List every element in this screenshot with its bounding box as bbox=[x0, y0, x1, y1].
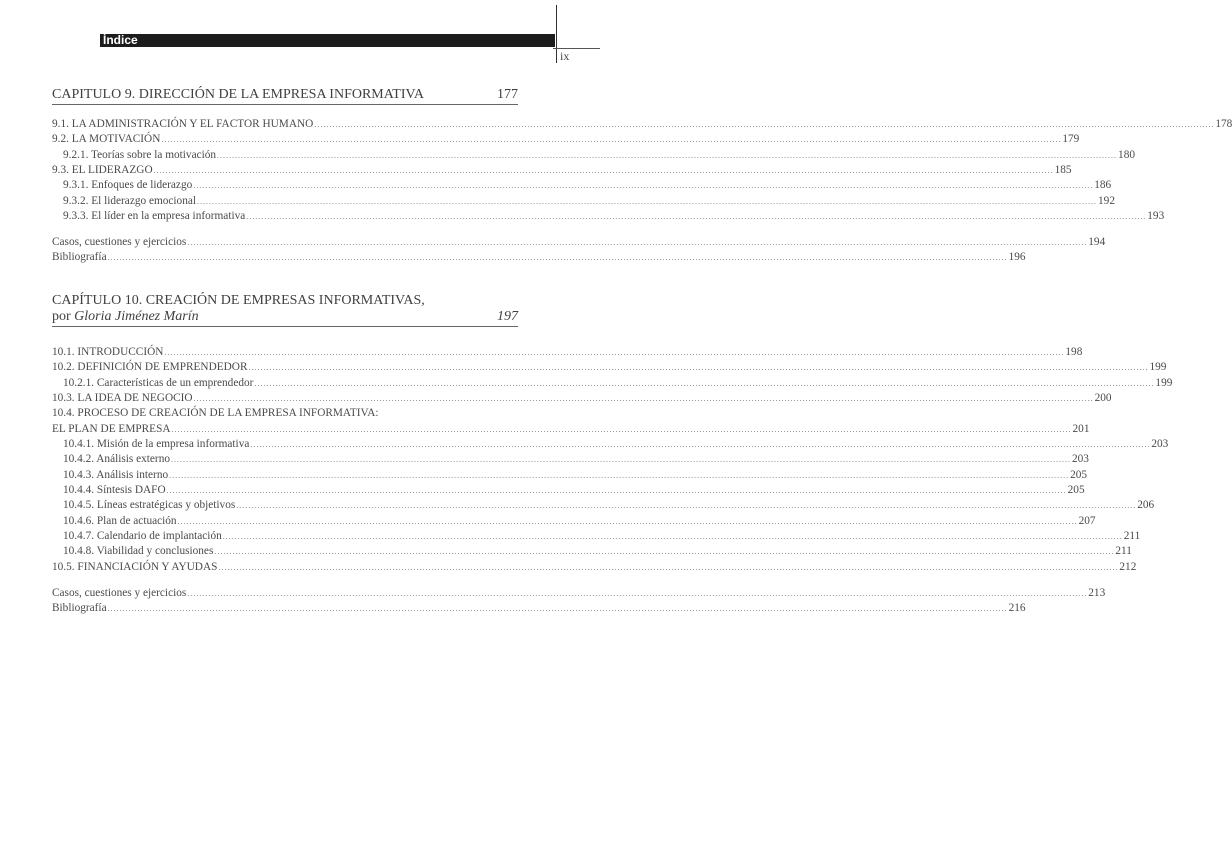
toc-entry bbox=[52, 132, 1080, 147]
toc-entry-page: 211 bbox=[1115, 545, 1132, 558]
toc-entry-label: 9.3.1. Enfoques de liderazgo bbox=[63, 179, 193, 192]
toc-entry-label: 10.4.8. Viabilidad y conclusiones bbox=[63, 545, 214, 558]
toc-entry-label: 10.4.5. Líneas estratégicas y objetivos bbox=[63, 499, 236, 512]
dot-leader: ............................................................................................................................................................................................................................................................................................................ bbox=[246, 212, 1147, 222]
toc-entry-label: 10.1. INTRODUCCIÓN bbox=[52, 346, 164, 358]
toc-entry-page: 199 bbox=[1149, 361, 1167, 374]
chapter-page: 197 bbox=[497, 309, 518, 324]
dot-leader: ............................................................................................................................................................................................................................................................................................................ bbox=[166, 486, 1067, 496]
toc-entry-page: 185 bbox=[1054, 164, 1072, 177]
toc-entry-page: 200 bbox=[1094, 392, 1112, 405]
toc-entry-label: 10.4.7. Calendario de implantación bbox=[63, 530, 222, 543]
toc-entry-label: 10.2. DEFINICIÓN DE EMPRENDEDOR bbox=[52, 361, 248, 374]
dot-leader: ............................................................................................................................................................................................................................................................................................................ bbox=[254, 378, 1155, 388]
toc-entry bbox=[52, 422, 1090, 437]
chapter-title: CAPÍTULO 10. CREACIÓN DE EMPRESAS INFORMATIVAS, bbox=[52, 293, 425, 308]
toc-entry-page: 203 bbox=[1072, 453, 1089, 466]
dot-leader: ............................................................................................................................................................................................................................................................................................................ bbox=[177, 516, 1078, 526]
toc-entry bbox=[52, 560, 1137, 575]
toc-entry bbox=[52, 250, 1026, 265]
dot-leader: ............................................................................................................................................................................................................................................................................................................ bbox=[164, 348, 1065, 357]
toc-entry-label: 9.3.3. El líder en la empresa informativa bbox=[63, 210, 246, 223]
chapter-9-heading bbox=[52, 87, 518, 105]
toc-entry-label: EL PLAN DE EMPRESA bbox=[52, 422, 171, 435]
toc-entry-page: 201 bbox=[1072, 422, 1090, 435]
toc-entry-label: 10.5. FINANCIACIÓN Y AYUDAS bbox=[52, 560, 218, 573]
toc-entry-label: Casos, cuestiones y ejercicios bbox=[52, 235, 187, 248]
toc-entry-page: 199 bbox=[1155, 376, 1173, 389]
dot-leader: ............................................................................................................................................................................................................................................................................................................ bbox=[161, 135, 1062, 145]
toc-entry-page: 216 bbox=[1008, 602, 1026, 614]
toc-entry bbox=[52, 601, 1026, 616]
toc-entry bbox=[52, 498, 1155, 513]
chapter-page: 177 bbox=[497, 87, 518, 102]
toc-entry-page: 212 bbox=[1119, 560, 1137, 573]
dot-leader: ............................................................................................................................................................................................................................................................................................................ bbox=[193, 181, 1094, 191]
section-title: Índice bbox=[103, 33, 138, 47]
dot-leader: ............................................................................................................................................................................................................................................................................................................ bbox=[214, 547, 1115, 557]
toc-entry-label: 9.3.2. El liderazgo emocional bbox=[63, 194, 197, 207]
section-header-bar bbox=[100, 34, 555, 47]
toc-entry bbox=[52, 483, 1085, 498]
toc-entry-page: 194 bbox=[1088, 235, 1106, 248]
dot-leader: ............................................................................................................................................................................................................................................................................................................ bbox=[187, 237, 1088, 247]
toc-entry bbox=[52, 376, 1173, 391]
toc-entry bbox=[52, 437, 1169, 452]
toc-entry bbox=[52, 529, 1141, 544]
toc-entry bbox=[52, 194, 1115, 209]
toc-entry-page: 178 bbox=[1215, 118, 1232, 130]
toc-entry bbox=[52, 209, 1165, 224]
dot-leader: ............................................................................................................................................................................................................................................................................................................ bbox=[248, 363, 1149, 373]
toc-entry bbox=[52, 360, 1167, 375]
toc-entry-page: 211 bbox=[1123, 530, 1141, 543]
toc-entry-page: 192 bbox=[1098, 194, 1115, 207]
dot-leader: ............................................................................................................................................................................................................................................................................................................ bbox=[107, 604, 1008, 613]
toc-entry-label: 10.4.2. Análisis externo bbox=[63, 453, 170, 466]
toc-entry-page: 179 bbox=[1062, 133, 1080, 146]
toc-entry-page: 203 bbox=[1151, 438, 1169, 451]
toc-entry-label: Bibliografía bbox=[52, 602, 107, 614]
toc-entry-label: 10.4.3. Análisis interno bbox=[63, 468, 169, 481]
dot-leader: ............................................................................................................................................................................................................................................................................................................ bbox=[187, 588, 1088, 598]
crop-mark-vertical bbox=[556, 5, 557, 63]
toc-entry-label: 10.4.4. Síntesis DAFO bbox=[63, 484, 166, 497]
toc-entry bbox=[52, 586, 1106, 601]
author-prefix: por bbox=[52, 309, 71, 324]
toc-entry-page: 205 bbox=[1070, 468, 1088, 481]
dot-leader: ............................................................................................................................................................................................................................................................................................................ bbox=[193, 394, 1094, 404]
dot-leader: ............................................................................................................................................................................................................................................................................................................ bbox=[236, 501, 1137, 511]
toc-entry bbox=[52, 406, 518, 421]
dot-leader: ............................................................................................................................................................................................................................................................................................................ bbox=[197, 196, 1098, 206]
toc-entry-label: 10.4.6. Plan de actuación bbox=[63, 514, 177, 527]
toc-entry-label: 10.4.1. Misión de la empresa informativa bbox=[63, 438, 250, 451]
toc-entry bbox=[52, 178, 1112, 193]
toc-entry bbox=[52, 452, 1089, 467]
toc-entry-page: 186 bbox=[1094, 179, 1112, 192]
spacer bbox=[52, 575, 518, 586]
toc-entry-page: 180 bbox=[1118, 148, 1135, 161]
toc-entry-label: 9.1. LA ADMINISTRACIÓN Y EL FACTOR HUMANO bbox=[52, 118, 314, 130]
toc-entry bbox=[52, 345, 1083, 360]
toc-entry-label: 9.2.1. Teorías sobre la motivación bbox=[63, 148, 217, 161]
dot-leader: ............................................................................................................................................................................................................................................................................................................ bbox=[169, 470, 1070, 480]
toc-entry-label: 10.4. PROCESO DE CREACIÓN DE LA EMPRESA INFORMATIVA: bbox=[52, 407, 379, 420]
toc-entry bbox=[52, 163, 1072, 178]
dot-leader: ............................................................................................................................................................................................................................................................................................................ bbox=[171, 424, 1072, 434]
toc-entry-page: 206 bbox=[1137, 499, 1155, 512]
toc-entry bbox=[52, 514, 1096, 529]
chapter-rule bbox=[52, 104, 518, 105]
toc-entry-page: 207 bbox=[1078, 514, 1096, 527]
toc-entry-page: 213 bbox=[1088, 586, 1106, 599]
dot-leader: ............................................................................................................................................................................................................................................................................................................ bbox=[218, 562, 1119, 572]
dot-leader: ............................................................................................................................................................................................................................................................................................................ bbox=[217, 150, 1118, 160]
toc-entry-label: Casos, cuestiones y ejercicios bbox=[52, 586, 187, 599]
chapter-10-toc bbox=[52, 345, 1173, 616]
toc-entry bbox=[52, 235, 1106, 250]
dot-leader: ............................................................................................................................................................................................................................................................................................................ bbox=[314, 120, 1215, 129]
dot-leader: ............................................................................................................................................................................................................................................................................................................ bbox=[171, 455, 1071, 465]
toc-entry bbox=[52, 117, 1232, 132]
toc-entry-label: 9.2. LA MOTIVACIÓN bbox=[52, 133, 161, 146]
chapter-title: CAPITULO 9. DIRECCIÓN DE LA EMPRESA INFORMATIVA bbox=[52, 87, 424, 102]
toc-entry-label: 10.3. LA IDEA DE NEGOCIO bbox=[52, 392, 193, 405]
dot-leader: ............................................................................................................................................................................................................................................................................................................ bbox=[222, 532, 1123, 542]
toc-entry-label: 10.2.1. Características de un emprendedor bbox=[63, 376, 254, 389]
page-number: ix bbox=[560, 49, 570, 63]
toc-entry bbox=[52, 468, 1088, 483]
toc-entry-label: 9.3. EL LIDERAZGO bbox=[52, 164, 153, 177]
toc-entry bbox=[52, 544, 1132, 559]
dot-leader: ............................................................................................................................................................................................................................................................................................................ bbox=[153, 166, 1054, 176]
chapter-rule bbox=[52, 326, 518, 327]
chapter-9-toc bbox=[52, 117, 1232, 266]
toc-entry-page: 196 bbox=[1008, 251, 1026, 264]
toc-entry-label: Bibliografía bbox=[52, 251, 107, 264]
toc-entry bbox=[52, 148, 1135, 163]
dot-leader: ............................................................................................................................................................................................................................................................................................................ bbox=[107, 253, 1008, 263]
dot-leader: ............................................................................................................................................................................................................................................................................................................ bbox=[250, 440, 1151, 450]
spacer bbox=[52, 224, 518, 235]
chapter-author: Gloria Jiménez Marín bbox=[74, 309, 199, 324]
chapter-10-heading bbox=[52, 293, 518, 327]
toc-entry bbox=[52, 391, 1112, 406]
toc-entry-page: 205 bbox=[1067, 484, 1085, 497]
toc-entry-page: 193 bbox=[1147, 210, 1165, 223]
toc-entry-page: 198 bbox=[1065, 346, 1083, 358]
